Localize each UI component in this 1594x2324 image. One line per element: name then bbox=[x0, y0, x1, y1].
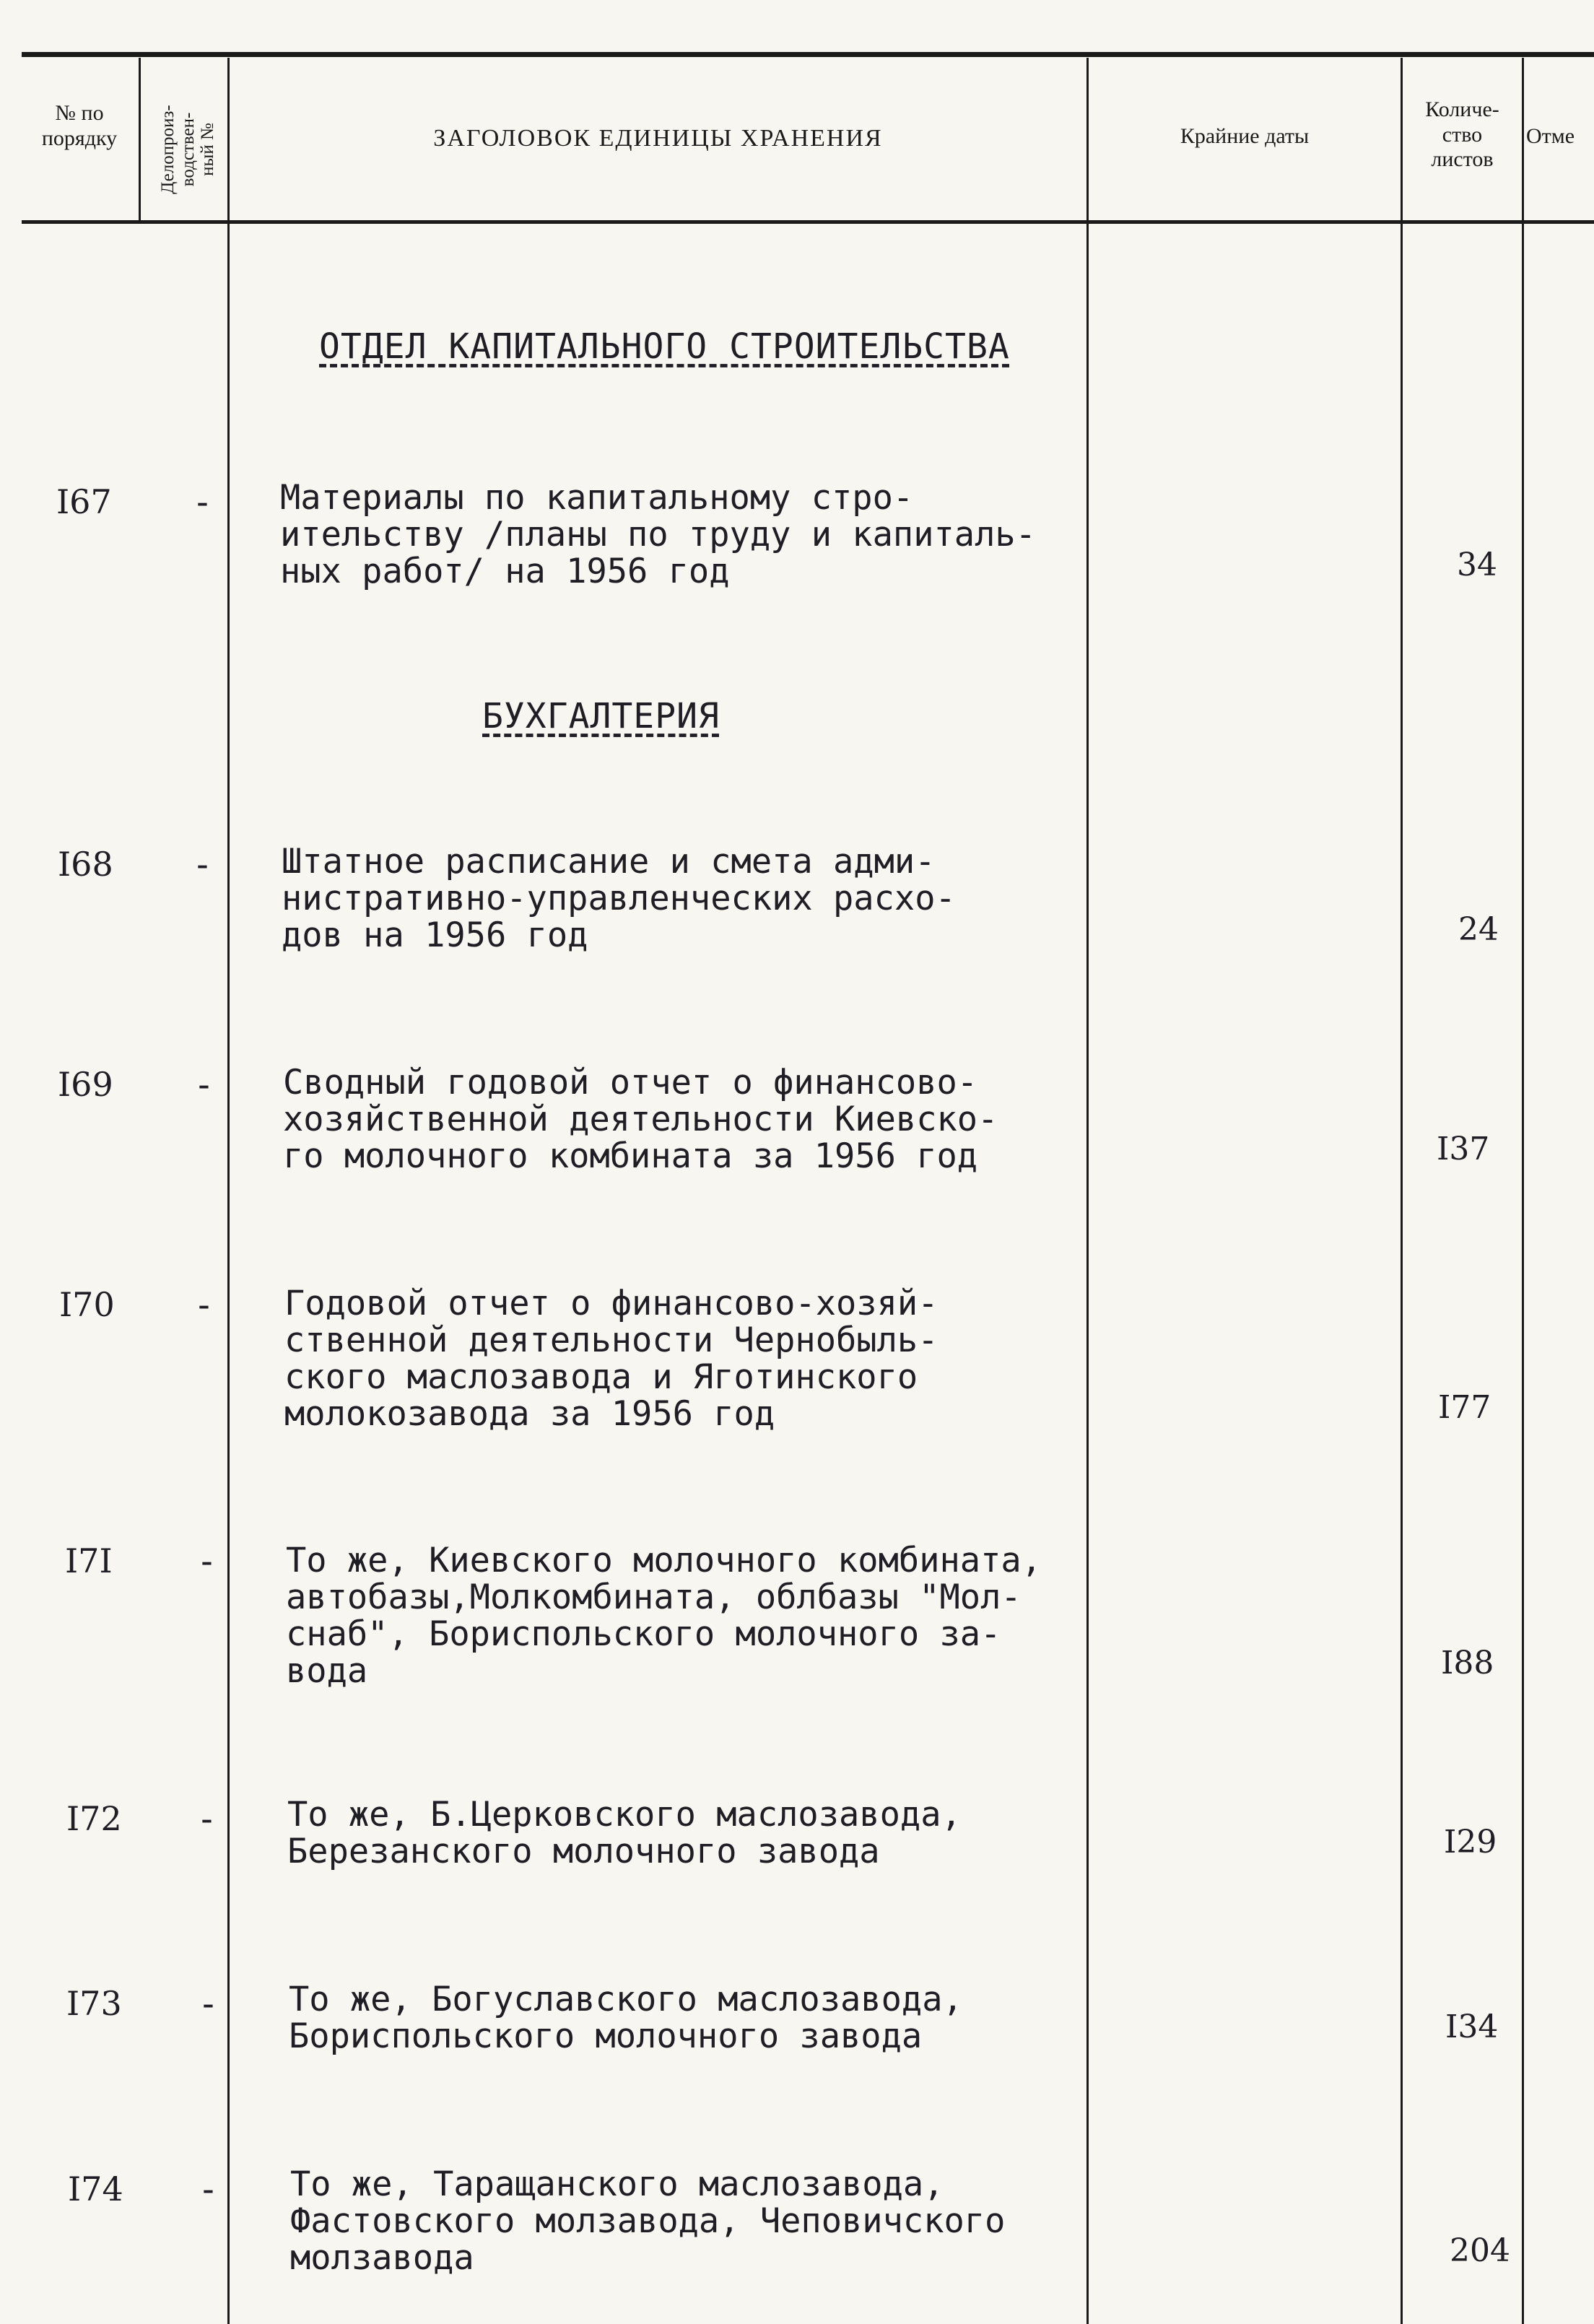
row-office-no: - bbox=[198, 1984, 219, 2024]
row-number: I73 bbox=[66, 1984, 122, 2023]
row-office-no: - bbox=[196, 1799, 217, 1840]
row-sheets: I34 bbox=[1445, 2009, 1499, 2045]
row-sheets: I37 bbox=[1437, 1131, 1490, 1167]
row-sheets: I29 bbox=[1444, 1824, 1497, 1860]
row-number: I67 bbox=[56, 482, 112, 521]
col-divider-5 bbox=[1522, 58, 1524, 2324]
row-number: I7I bbox=[65, 1541, 113, 1580]
row-title: Материалы по капитальному стро- ительству /планы по труду и капиталь- ных работ/ на 1956 год bbox=[280, 478, 1036, 591]
section-title-accounting: БУХГАЛТЕРИЯ bbox=[482, 696, 720, 736]
top-rule bbox=[22, 52, 1594, 57]
row-number: I69 bbox=[58, 1065, 113, 1104]
col-divider-1 bbox=[139, 58, 141, 220]
row-office-no: - bbox=[193, 1065, 214, 1105]
row-title: Штатное расписание и смета адми- нистративно-управленческих расхо- дов на 1956 год bbox=[282, 842, 956, 955]
row-office-no: - bbox=[198, 2169, 219, 2210]
row-number: I70 bbox=[59, 1285, 115, 1324]
row-office-no: - bbox=[193, 1285, 214, 1326]
row-number: I72 bbox=[66, 1799, 122, 1838]
row-title: То же, Киевского молочного комбината, автобазы,Молкомбината, облбазы "Мол- снаб", Бориспольского молочного за- вода bbox=[286, 1541, 1042, 1691]
row-office-no: - bbox=[192, 845, 213, 885]
col-divider-3 bbox=[1086, 58, 1089, 2324]
row-office-no: - bbox=[196, 1541, 217, 1582]
header-col-title: ЗАГОЛОВОК ЕДИНИЦЫ ХРАНЕНИЯ bbox=[433, 125, 883, 152]
row-number: I74 bbox=[68, 2169, 123, 2208]
header-col-office-no: Делопроиз- водствен- ный № bbox=[158, 105, 217, 194]
row-title: То же, Б.Церковского маслозавода, Березанского молочного завода bbox=[287, 1795, 962, 1871]
header-col-dates: Крайние даты bbox=[1180, 124, 1310, 148]
row-sheets: I88 bbox=[1441, 1645, 1494, 1681]
row-sheets: 204 bbox=[1450, 2232, 1510, 2269]
row-title: Годовой отчет о финансово-хозяй- ственной деятельности Чернобыль- ского маслозавода и Яготинского молокозавода за 1956 год bbox=[284, 1284, 938, 1434]
row-sheets: 34 bbox=[1457, 547, 1497, 583]
row-sheets: I77 bbox=[1438, 1389, 1491, 1426]
row-number: I68 bbox=[58, 845, 113, 884]
col-divider-2 bbox=[227, 58, 230, 2324]
header-col-no: № по порядку bbox=[41, 101, 118, 150]
col-divider-4 bbox=[1401, 58, 1403, 2324]
row-sheets: 24 bbox=[1458, 911, 1499, 948]
header-col-sheets: Количе- ство листов bbox=[1425, 97, 1499, 171]
section-title-capital-construction: ОТДЕЛ КАПИТАЛЬНОГО СТРОИТЕЛЬСТВА bbox=[319, 326, 1010, 367]
row-title: То же, Богуславского маслозавода, Бориспольского молочного завода bbox=[289, 1980, 963, 2056]
row-office-no: - bbox=[192, 482, 213, 523]
row-title: То же, Таращанского маслозавода, Фастовского молзавода, Чеповичского молзавода bbox=[290, 2164, 1006, 2278]
header-bottom-rule bbox=[22, 220, 1594, 224]
header-col-notes: Отме bbox=[1526, 124, 1575, 148]
row-title: Сводный годовой отчет о финансово- хозяйственной деятельности Киевско- го молочного комбината за 1956 год bbox=[283, 1063, 998, 1176]
